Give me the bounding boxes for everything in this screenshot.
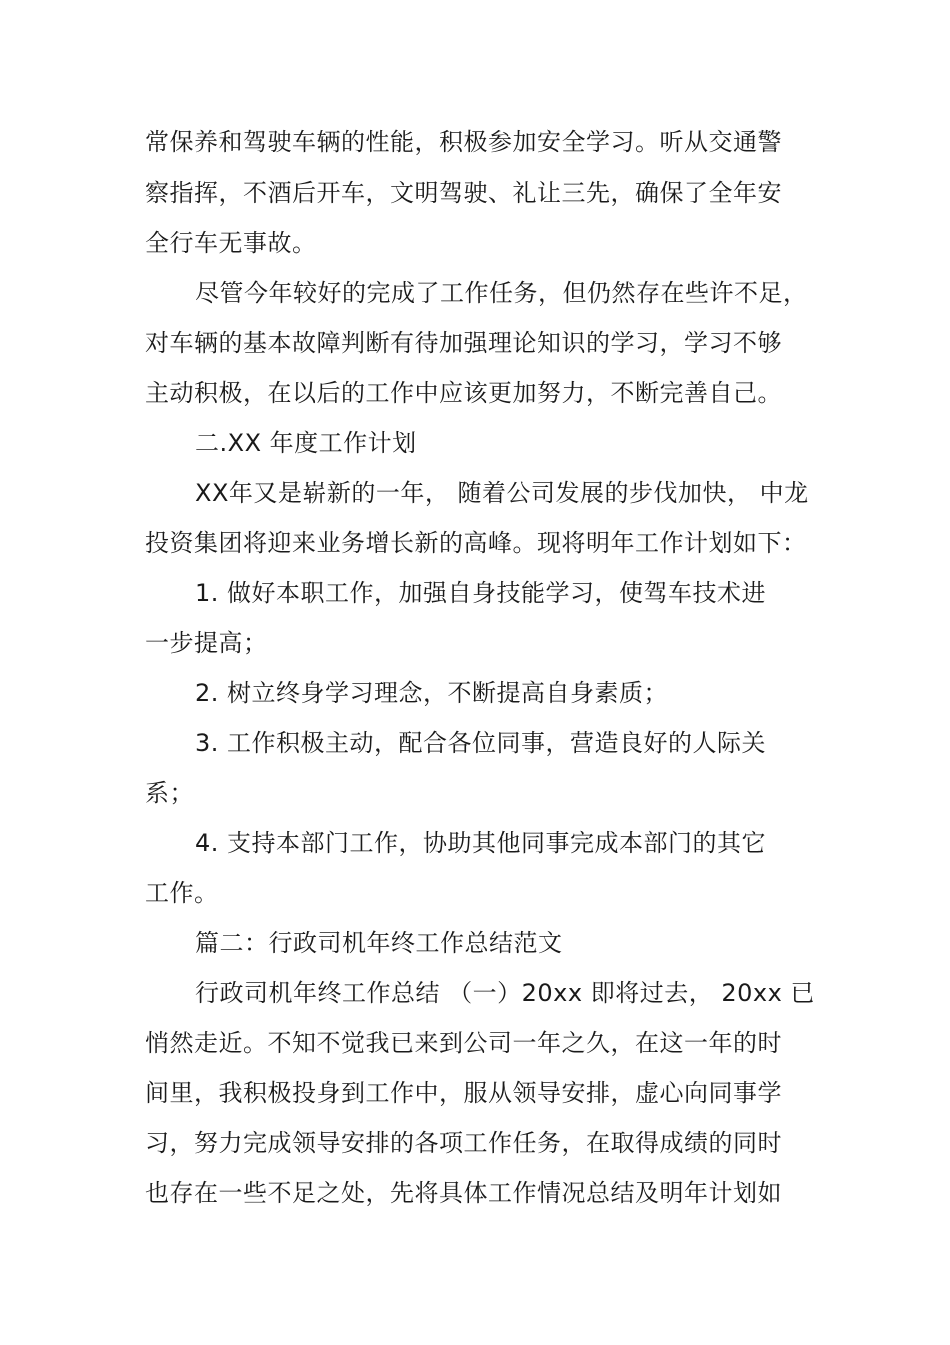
text-line: 习，努力完成领导安排的各项工作任务，在取得成绩的同时 xyxy=(145,1129,782,1157)
text-line: 悄然走近。不知不觉我已来到公司一年之久，在这一年的时 xyxy=(145,1029,782,1057)
list-item-continuation: 工作。 xyxy=(145,879,219,907)
text-line: 间里，我积极投身到工作中，服从领导安排，虚心向同事学 xyxy=(145,1079,782,1107)
text-line: 投资集团将迎来业务增长新的高峰。现将明年工作计划如下： xyxy=(145,529,807,557)
list-item-continuation: 一步提高； xyxy=(145,629,268,657)
text-line: 察指挥，不酒后开车，文明驾驶、礼让三先，确保了全年安 xyxy=(145,179,782,207)
text-line: 对车辆的基本故障判断有待加强理论知识的学习，学习不够 xyxy=(145,329,782,357)
section-heading: 二.XX 年度工作计划 xyxy=(195,429,417,457)
text-line: 主动积极，在以后的工作中应该更加努力，不断完善自己。 xyxy=(145,379,782,407)
list-item-continuation: 系； xyxy=(145,779,194,807)
text-line: 常保养和驾驶车辆的性能，积极参加安全学习。听从交通警 xyxy=(145,128,782,156)
text-line: 尽管今年较好的完成了工作任务，但仍然存在些许不足， xyxy=(195,279,808,307)
list-item: 2. 树立终身学习理念，不断提高自身素质； xyxy=(195,679,669,707)
text-line: 全行车无事故。 xyxy=(145,229,317,257)
list-item: 3. 工作积极主动，配合各位同事，营造良好的人际关 xyxy=(195,729,767,757)
text-line: 行政司机年终工作总结 （一）20xx 即将过去， 20xx 已 xyxy=(195,979,815,1007)
list-item: 4. 支持本部门工作，协助其他同事完成本部门的其它 xyxy=(195,829,767,857)
text-line: XX年又是崭新的一年， 随着公司发展的步伐加快， 中龙 xyxy=(195,479,809,507)
list-item: 1. 做好本职工作，加强自身技能学习，使驾车技术进 xyxy=(195,579,767,607)
section-heading: 篇二：行政司机年终工作总结范文 xyxy=(195,929,563,957)
text-line: 也存在一些不足之处，先将具体工作情况总结及明年计划如 xyxy=(145,1179,782,1207)
